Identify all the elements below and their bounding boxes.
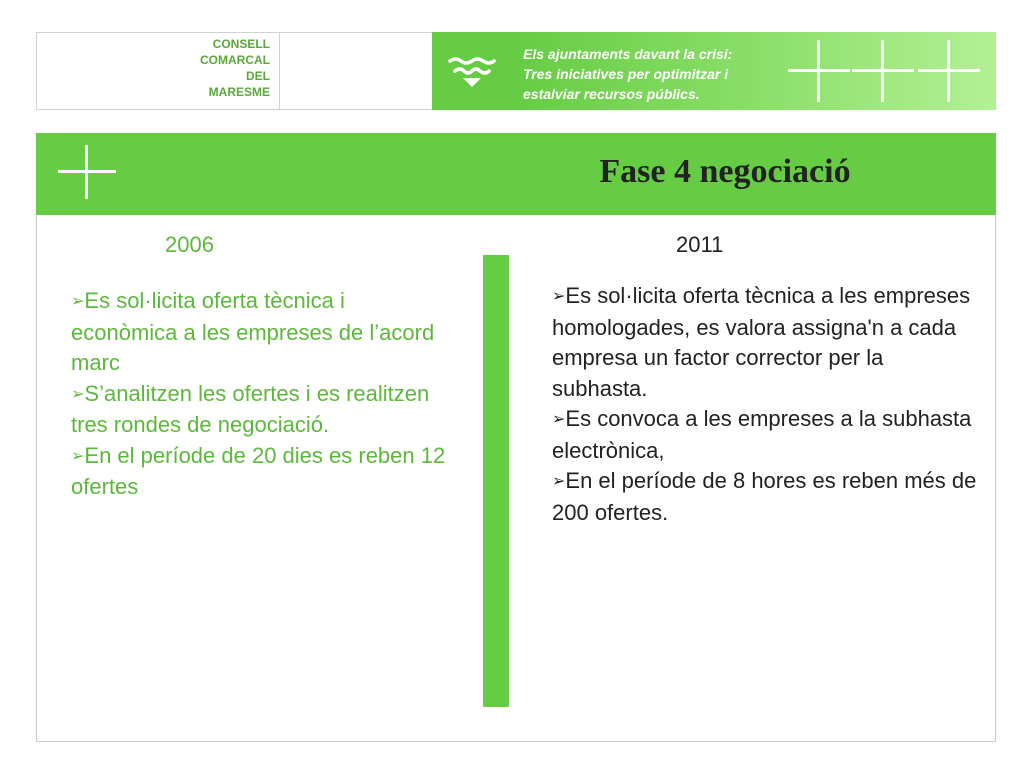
right-column — [552, 281, 982, 528]
bullet-text: Es sol·licita oferta tècnica i econòmica a les empreses de l’acord marc — [71, 288, 435, 375]
year-right: 2011 — [676, 232, 724, 257]
year-left: 2006 — [165, 232, 214, 257]
plus-icon — [58, 145, 116, 199]
bullet-item — [71, 286, 451, 379]
bullet-text: Es convoca a les empreses a la subhasta electrònica, — [552, 406, 972, 463]
org-line: MARESME — [208, 85, 270, 99]
subtitle-line: Els ajuntaments davant la crisi: — [523, 46, 733, 62]
arrowhead-bullet-icon: ➢ — [552, 473, 566, 490]
wave-emblem-icon — [432, 32, 512, 110]
arrowhead-bullet-icon: ➢ — [552, 288, 566, 305]
bullet-item — [71, 441, 451, 503]
bullet-text: S’analitzen les ofertes i es realitzen tres rondes de negociació. — [71, 380, 430, 437]
left-column — [71, 286, 451, 503]
header-divider — [279, 32, 280, 110]
slide-title: Fase 4 negociació — [599, 153, 851, 190]
bullet-item — [552, 404, 982, 466]
subtitle-line: estalviar recursos públics. — [523, 86, 700, 102]
arrowhead-bullet-icon: ➢ — [71, 447, 85, 465]
org-line: COMARCAL — [200, 53, 270, 67]
bullet-text: En el període de 8 hores es reben més de 200 ofertes. — [552, 468, 977, 525]
arrowhead-bullet-icon: ➢ — [71, 293, 85, 310]
plus-icon — [852, 40, 914, 102]
bullet-text: Es sol·licita oferta tècnica a les empreses homologades, es valora assigna'n a cada empresa un factor corrector per la subhasta. — [552, 283, 971, 401]
bullet-item — [552, 281, 982, 404]
bullet-item — [552, 466, 982, 528]
column-divider — [483, 255, 509, 707]
organization-name — [190, 36, 270, 100]
plus-icon — [788, 40, 850, 102]
arrowhead-bullet-icon: ➢ — [552, 411, 566, 428]
emblem-logo — [432, 32, 512, 110]
org-line: CONSELL — [212, 37, 270, 51]
org-line: DEL — [246, 69, 270, 83]
bullet-item — [71, 379, 451, 441]
bullet-text: En el període de 20 dies es reben 12 ofertes — [71, 442, 446, 499]
arrowhead-bullet-icon: ➢ — [71, 385, 85, 403]
subtitle-line: Tres iniciatives per optimitzar i — [523, 66, 729, 82]
plus-icon — [918, 40, 980, 102]
header-subtitle — [523, 44, 793, 104]
